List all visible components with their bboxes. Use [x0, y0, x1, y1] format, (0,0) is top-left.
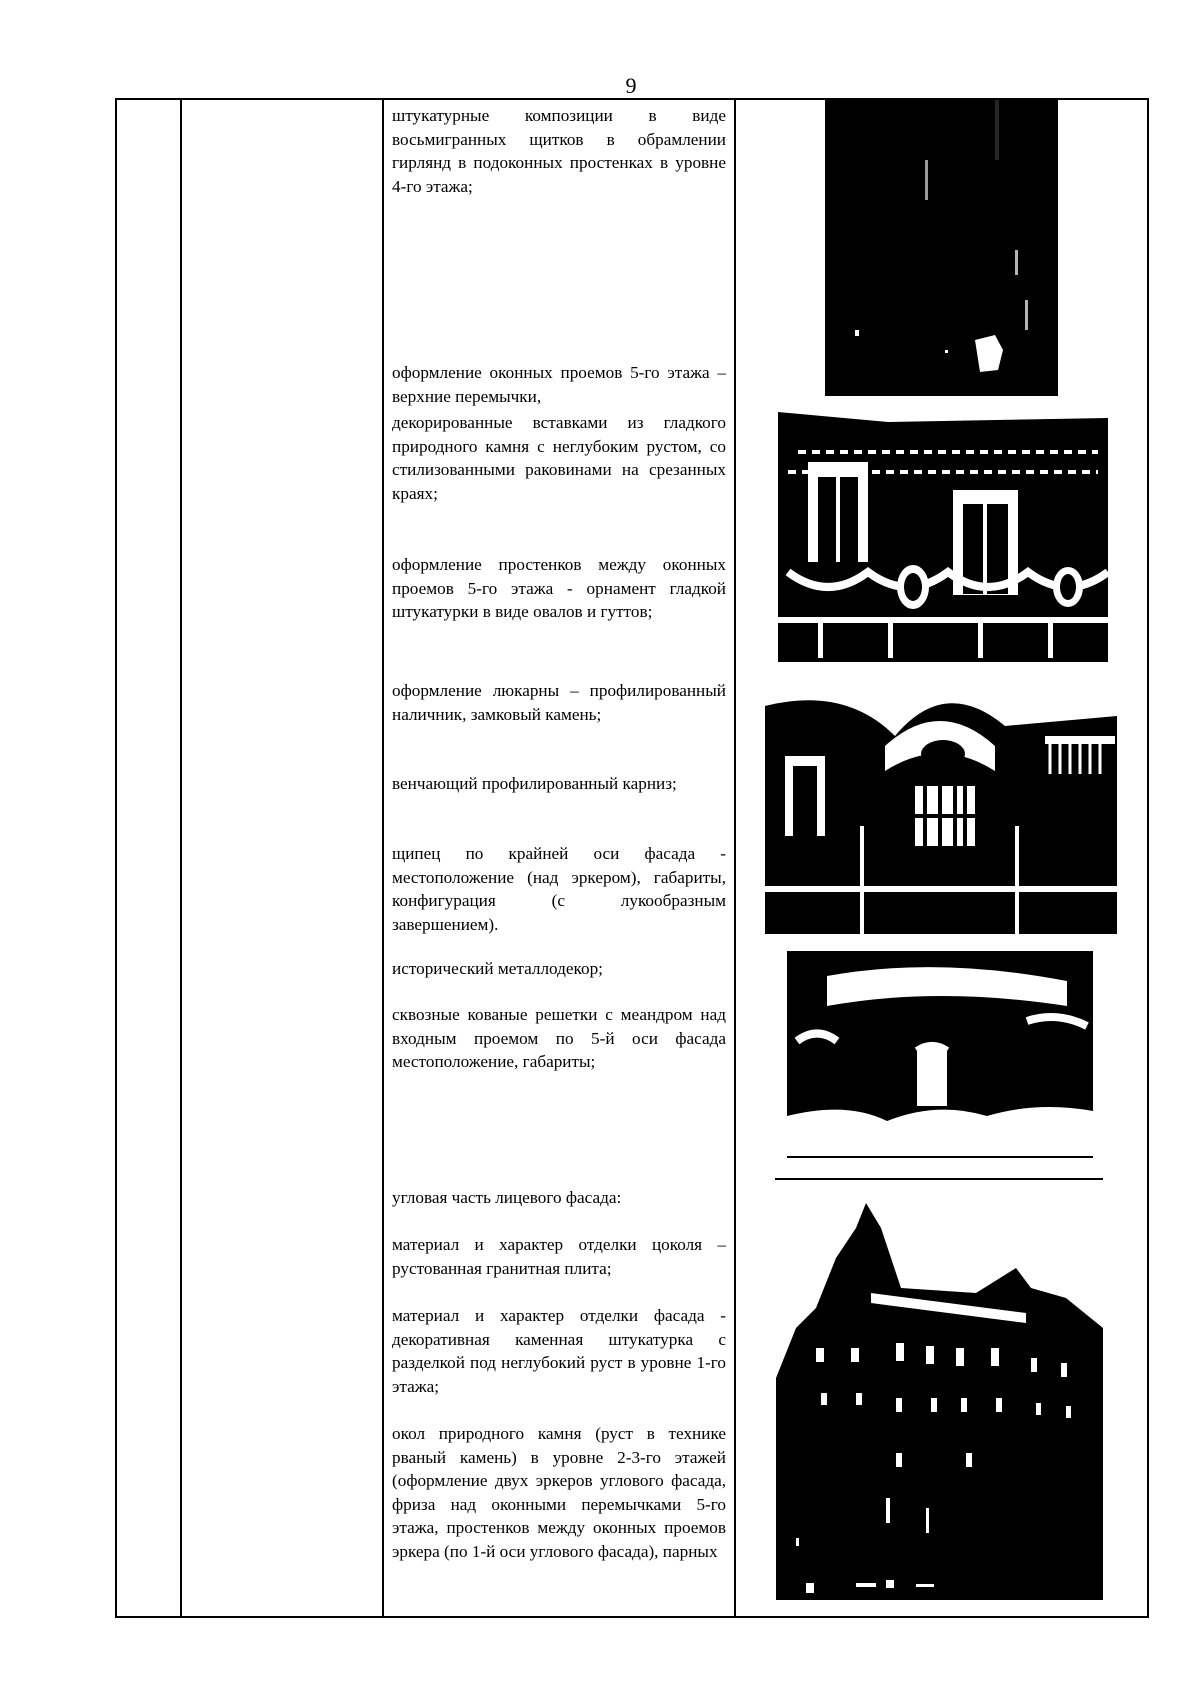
description-paragraph: оформление оконных проемов 5-го этажа – верхние перемычки, [392, 363, 726, 406]
column-border [1147, 98, 1149, 1618]
description-paragraph: сквозные кованые решетки с меандром над входным проемом по 5-й оси фасада местоположение, габариты; [392, 1005, 726, 1071]
description-paragraph: декорированные вставками из гладкого природного камня с неглубоким рустом, со стилизованными раковинами на срезанных краях; [392, 413, 726, 503]
photo-facade-dark [825, 100, 1058, 396]
description-paragraph: щипец по крайней оси фасада - местоположение (над эркером), габариты, конфигурация (с лукообразным завершением). [392, 844, 726, 934]
photo-divider [775, 1178, 1103, 1180]
description-paragraph: исторический металлодекор; [392, 959, 603, 978]
column-border [180, 98, 182, 1618]
description-paragraph: штукатурные композиции в виде восьмигранных щитков в обрамлении гирлянд в подоконных простенках в уровне 4-го этажа; [392, 106, 726, 196]
column-border [734, 98, 736, 1618]
column-border [382, 98, 384, 1618]
description-paragraph: венчающий профилированный карниз; [392, 774, 677, 793]
photo-window-garlands [778, 412, 1108, 662]
photo-corner-building [776, 1198, 1103, 1600]
description-paragraph: оформление простенков между оконных проемов 5-го этажа - орнамент гладкой штукатурки в виде овалов и гуттов; [392, 555, 726, 621]
description-paragraph: материал и характер отделки фасада - декоративная каменная штукатурка с разделкой под неглубокий руст в уровне 1-го этажа; [392, 1306, 726, 1396]
page-number: 9 [625, 73, 637, 98]
description-paragraph: материал и характер отделки цоколя – рустованная гранитная плита; [392, 1235, 726, 1278]
table-bottom-border [115, 1616, 1149, 1618]
column-border [115, 98, 117, 1618]
photo-lucarne-gable [765, 676, 1117, 934]
description-paragraph: оформление люкарны – профилированный наличник, замковый камень; [392, 681, 726, 724]
photo-entrance-grilles [787, 951, 1093, 1166]
description-paragraph: окол природного камня (руст в технике рваный камень) в уровне 2-3-го этажей (оформление двух эркеров углового фасада, фриза над оконными перемычками 5-го этажа, простенков между оконных проемов эркера (по 1-й оси углового фасада), парных [392, 1424, 726, 1561]
description-paragraph: угловая часть лицевого фасада: [392, 1188, 622, 1207]
